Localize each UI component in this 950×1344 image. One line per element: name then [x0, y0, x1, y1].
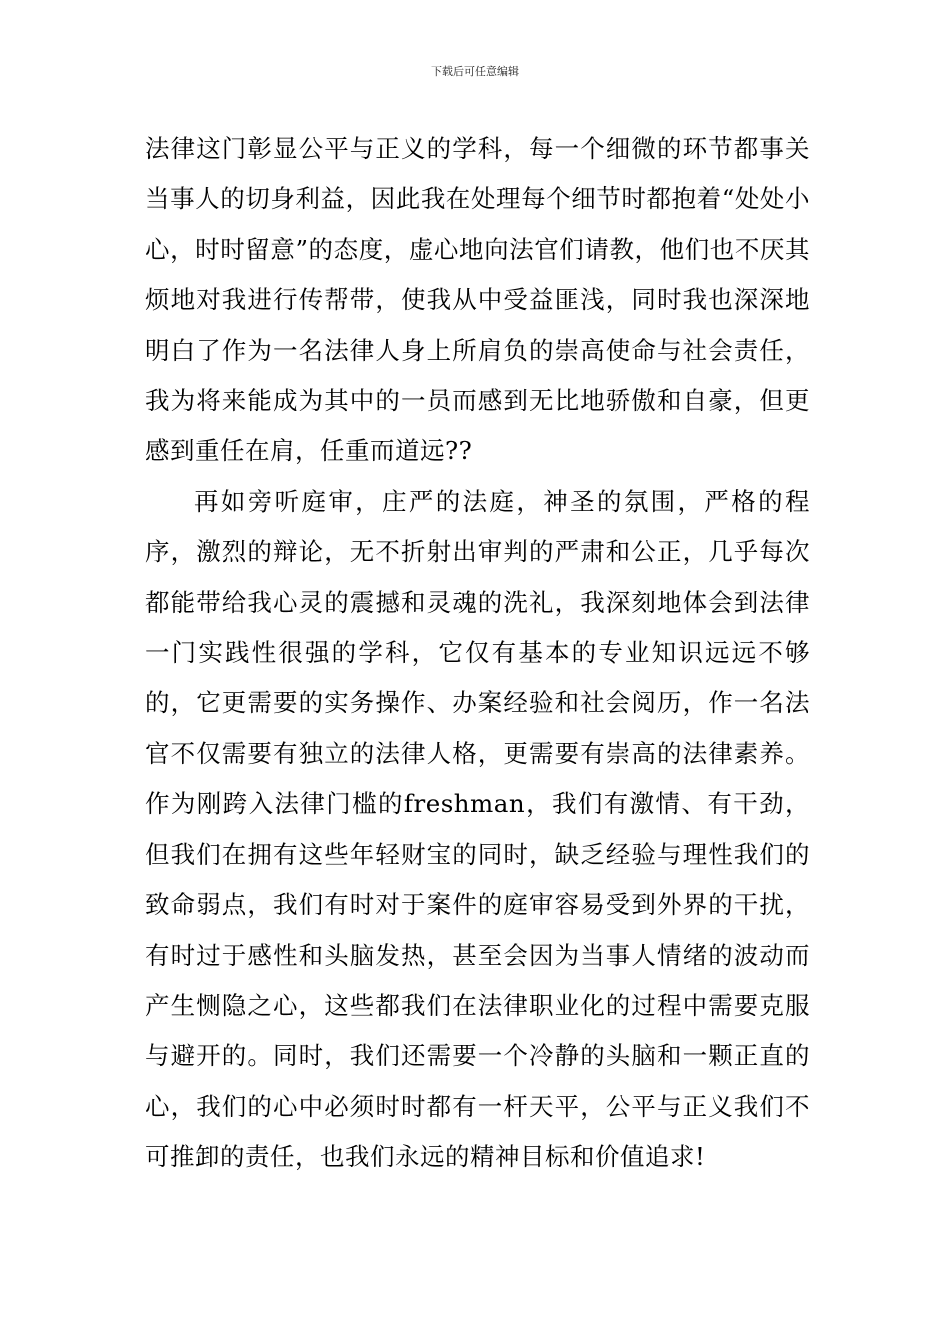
paragraph-1: 法律这门彰显公平与正义的学科，每一个细微的环节都事关当事人的切身利益，因此我在处理每个细节时都抱着“处处小心，时时留意”的态度，虚心地向法官们请教，他们也不厌其烦地对我进行传帮带，使我从中受益匪浅，同时我也深深地明白了作为一名法律人身上所肩负的崇高使命与社会责任，我为将来能成为其中的一员而感到无比地骄傲和自豪，但更感到重任在肩，任重而道远??: [145, 134, 810, 466]
page-header: 下载后可任意编辑: [431, 65, 519, 78]
paragraph-2: 再如旁听庭审，庄严的法庭，神圣的氛围，严格的程序，激烈的辩论，无不折射出审判的严肃和公正，几乎每次都能带给我心灵的震撼和灵魂的洗礼，我深刻地体会到法律一门实践性很强的学科，它仅有基本的专业知识远远不够的，它更需要的实务操作、办案经验和社会阅历，作一名法官不仅需要有独立的法律人格，更需要有崇高的法律素养。作为刚跨入法律门槛的freshman，我们有激情、有干劲，但我们在拥有这些年轻财宝的同时，缺乏经验与理性我们的致命弱点，我们有时对于案件的庭审容易受到外界的干扰，有时过于感性和头脑发热，甚至会因为当事人情绪的波动而产生恻隐之心，这些都我们在法律职业化的过程中需要克服与避开的。同时，我们还需要一个冷静的头脑和一颗正直的心，我们的心中必须时时都有一杆天平，公平与正义我们不可推卸的责任，也我们永远的精神目标和价值追求!: [145, 486, 810, 1172]
document-body: [145, 124, 810, 1183]
